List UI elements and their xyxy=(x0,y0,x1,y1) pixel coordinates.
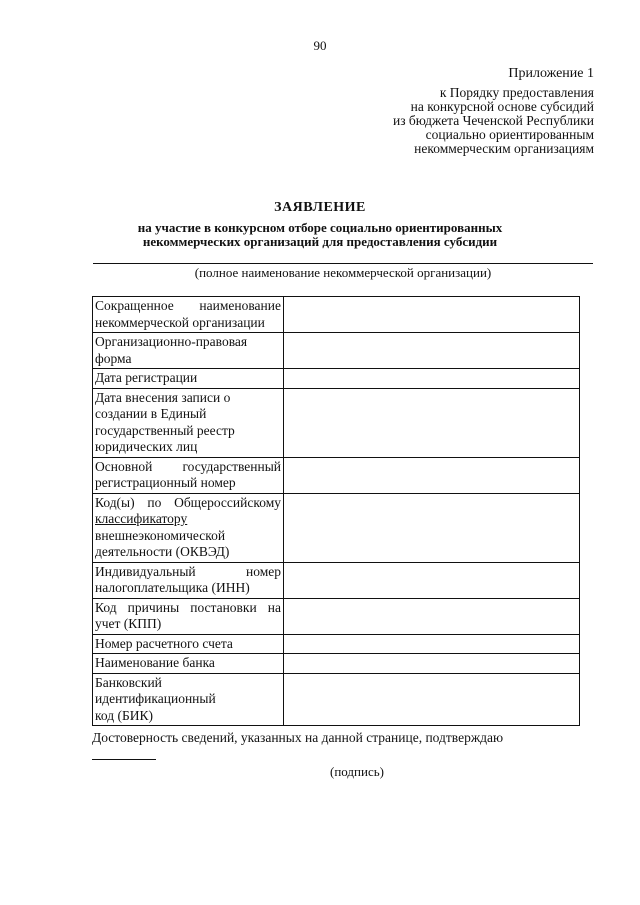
field-value-cell[interactable] xyxy=(284,333,580,369)
appendix-line: из бюджета Чеченской Республики xyxy=(392,113,594,128)
field-label-line: юридических лиц xyxy=(95,439,198,454)
field-label-line: некоммерческой организации xyxy=(95,314,265,330)
field-label-line: Сокращенное наименование xyxy=(95,298,281,313)
field-value-cell[interactable] xyxy=(284,634,580,654)
field-label xyxy=(93,457,284,493)
table-row xyxy=(93,673,580,726)
table-row xyxy=(93,562,580,598)
table-row xyxy=(93,457,580,493)
field-label-line: Номер расчетного счета xyxy=(95,635,233,651)
field-label-line: налогоплательщика (ИНН) xyxy=(95,580,250,595)
field-label xyxy=(93,369,284,389)
appendix-line: некоммерческим организациям xyxy=(414,141,594,156)
table-row xyxy=(93,369,580,389)
signature-line[interactable] xyxy=(92,759,156,760)
organization-name-caption: (полное наименование некоммерческой организации) xyxy=(194,265,492,280)
field-label-line: код (БИК) xyxy=(95,707,153,723)
field-value-cell[interactable] xyxy=(284,493,580,562)
table-row xyxy=(93,297,580,333)
field-label-line: Наименование банка xyxy=(95,655,215,670)
table-row xyxy=(93,388,580,457)
field-value-cell[interactable] xyxy=(284,598,580,634)
subtitle-line: некоммерческих организаций для предоставления субсидии xyxy=(142,234,498,249)
field-label-line: Код причины постановки на xyxy=(95,599,281,615)
field-label-line: Организационно-правовая xyxy=(95,334,248,349)
field-label xyxy=(93,388,284,457)
field-label-line: деятельности (ОКВЭД) xyxy=(95,544,230,559)
field-value-cell[interactable] xyxy=(284,457,580,493)
appendix-title: Приложение 1 xyxy=(508,66,594,81)
field-label xyxy=(93,297,284,333)
appendix-line: на конкурсной основе субсидий xyxy=(410,99,594,114)
field-label-line: Код(ы) по Общероссийскому xyxy=(95,494,281,510)
appendix-reference xyxy=(393,86,594,156)
table-row xyxy=(93,333,580,369)
field-label-line: Основной государственный xyxy=(95,458,281,474)
field-label-line: форма xyxy=(95,350,132,366)
field-label-line: государственный реестр xyxy=(95,422,235,438)
subtitle-line: на участие в конкурсном отборе социально ориентированных xyxy=(137,220,503,235)
application-form-table xyxy=(92,296,580,726)
field-value-cell[interactable] xyxy=(284,562,580,598)
field-label-line: внешнеэкономической xyxy=(95,527,226,543)
field-label-line: регистрационный номер xyxy=(95,475,236,490)
table-row xyxy=(93,654,580,674)
page-number: 90 xyxy=(313,38,327,53)
field-label-line: Банковский xyxy=(95,674,162,690)
field-label xyxy=(93,598,284,634)
table-row xyxy=(93,634,580,654)
document-subtitle xyxy=(0,221,640,249)
confirmation-text: Достоверность сведений, указанных на данной странице, подтверждаю xyxy=(92,730,504,745)
table-row xyxy=(93,493,580,562)
field-label-line: создании в Единый xyxy=(95,406,207,421)
field-value-cell[interactable] xyxy=(284,297,580,333)
field-label xyxy=(93,562,284,598)
field-value-cell[interactable] xyxy=(284,673,580,726)
appendix-line: к Порядку предоставления xyxy=(439,85,594,100)
field-label-line: классификатору xyxy=(95,511,188,526)
field-label-line: Дата регистрации xyxy=(95,370,198,385)
field-label xyxy=(93,333,284,369)
field-label xyxy=(93,654,284,674)
signature-caption: (подпись) xyxy=(330,764,384,779)
organization-name-line[interactable] xyxy=(93,263,593,264)
field-label-line: идентификационный xyxy=(95,691,216,706)
field-value-cell[interactable] xyxy=(284,654,580,674)
field-value-cell[interactable] xyxy=(284,369,580,389)
field-label-line: учет (КПП) xyxy=(95,616,162,631)
field-label xyxy=(93,673,284,726)
appendix-line: социально ориентированным xyxy=(425,127,594,142)
field-value-cell[interactable] xyxy=(284,388,580,457)
field-label xyxy=(93,493,284,562)
field-label xyxy=(93,634,284,654)
table-row xyxy=(93,598,580,634)
document-title: ЗАЯВЛЕНИЕ xyxy=(274,200,366,215)
field-label-line: Индивидуальный номер xyxy=(95,563,281,579)
field-label-line: Дата внесения записи о xyxy=(95,389,231,405)
